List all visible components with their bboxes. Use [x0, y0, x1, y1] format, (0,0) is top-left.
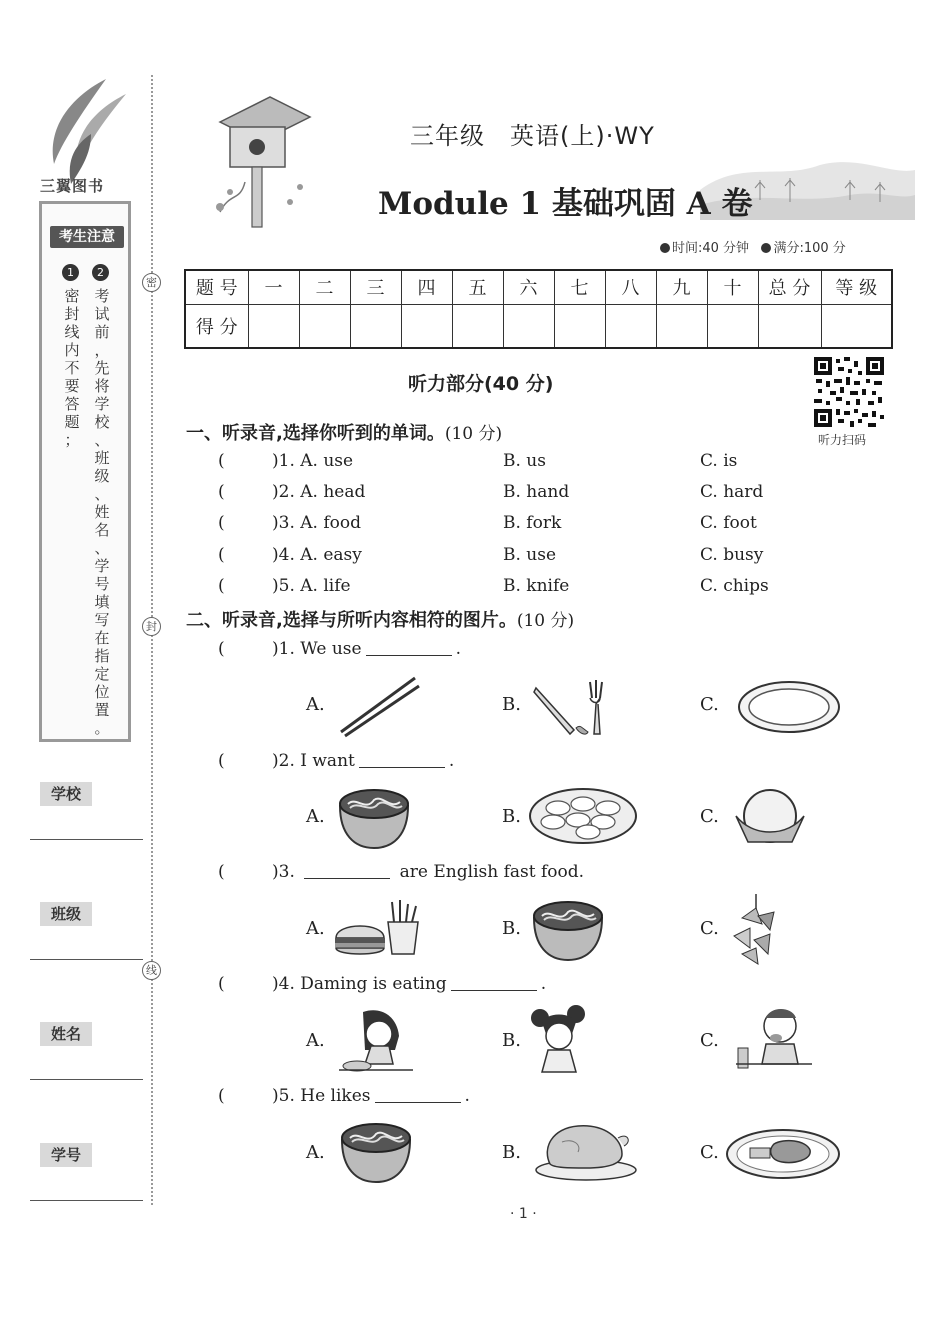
score-cell[interactable]	[707, 304, 758, 348]
answer-blank[interactable]	[366, 640, 452, 656]
noodles-bowl-icon[interactable]	[530, 896, 606, 962]
option-label: B.	[502, 1030, 521, 1051]
score-cell[interactable]	[821, 304, 892, 348]
notice-item-2: 2 考 试 前 ， 先 将 学 校 、 班 级 、 姓 名 、 学 号 填 写 在 指 定 位 置 。	[92, 264, 112, 737]
name-input-line[interactable]	[30, 1079, 143, 1080]
table-header-cell: 总 分	[758, 270, 821, 304]
class-input-line[interactable]	[30, 959, 143, 960]
chopsticks-icon[interactable]	[335, 672, 425, 738]
option-b[interactable]: B. use	[503, 545, 557, 565]
table-header-cell: 十	[707, 270, 758, 304]
answer-paren[interactable]: (	[218, 482, 225, 502]
option-label: A.	[306, 806, 325, 827]
option-label: B.	[502, 806, 521, 827]
score-cell[interactable]	[605, 304, 656, 348]
notice-title: 考生注意	[50, 226, 124, 248]
knife-fork-icon[interactable]	[530, 674, 610, 740]
answer-blank[interactable]	[304, 863, 390, 879]
full-score: 满分:100 分	[773, 241, 846, 256]
listening-section-title: 听力部分(40 分)	[408, 373, 554, 395]
answer-blank[interactable]	[375, 1087, 461, 1103]
option-label: C.	[700, 1142, 719, 1163]
answer-paren[interactable]: (	[218, 639, 225, 659]
score-cell[interactable]	[758, 304, 821, 348]
table-header-cell: 四	[401, 270, 452, 304]
hamburger-chips-icon[interactable]	[332, 898, 424, 962]
time-limit: 时间:40 分钟	[672, 241, 750, 256]
brand-name: 三翼图书	[40, 177, 105, 195]
score-row-label: 得 分	[185, 304, 248, 348]
option-c[interactable]: C. foot	[700, 513, 757, 533]
part1-heading: 一、听录音,选择你听到的单词。(10 分)	[186, 423, 503, 444]
table-header-cell: 三	[350, 270, 401, 304]
option-label: B.	[502, 918, 521, 939]
answer-paren[interactable]: (	[218, 862, 225, 882]
table-header-cell: 题 号	[185, 270, 248, 304]
option-b[interactable]: B. us	[503, 451, 546, 471]
clock-icon	[660, 243, 670, 253]
score-cell[interactable]	[503, 304, 554, 348]
steak-plate-icon[interactable]	[724, 1124, 842, 1182]
rice-ball-icon[interactable]	[730, 786, 810, 848]
score-table	[184, 269, 893, 349]
answer-paren[interactable]: (	[218, 513, 225, 533]
option-label: A.	[306, 1142, 325, 1163]
qr-code-icon[interactable]	[812, 355, 886, 429]
table-header-cell: 六	[503, 270, 554, 304]
exam-notice-box	[39, 201, 131, 742]
option-label: A.	[306, 1030, 325, 1051]
part2-heading: 二、听录音,选择与所听内容相符的图片。(10 分)	[186, 610, 575, 631]
option-c[interactable]: C. chips	[700, 576, 769, 596]
notice-number: 1	[62, 264, 79, 281]
girl-eating-noodles-icon[interactable]	[335, 1006, 415, 1074]
score-cell[interactable]	[401, 304, 452, 348]
table-header-cell: 五	[452, 270, 503, 304]
answer-paren[interactable]: (	[218, 545, 225, 565]
girl-icon[interactable]	[528, 1004, 590, 1074]
option-label: C.	[700, 918, 719, 939]
option-b[interactable]: B. hand	[503, 482, 570, 502]
student-id-label: 学号	[40, 1143, 92, 1167]
table-header-cell: 一	[248, 270, 299, 304]
option-label: B.	[502, 694, 521, 715]
noodles-bowl-icon[interactable]	[336, 784, 412, 850]
score-cell[interactable]	[452, 304, 503, 348]
class-label: 班级	[40, 902, 92, 926]
option-b[interactable]: B. knife	[503, 576, 570, 596]
check-icon	[761, 243, 771, 253]
answer-paren[interactable]: (	[218, 576, 225, 596]
option-label: A.	[306, 918, 325, 939]
option-label: C.	[700, 694, 719, 715]
notice-number: 2	[92, 264, 109, 281]
page-number: · 1 ·	[510, 1206, 537, 1222]
table-header-cell: 二	[299, 270, 350, 304]
name-label: 姓名	[40, 1022, 92, 1046]
dumplings-icon[interactable]	[528, 786, 638, 846]
seal-mark: 线	[142, 961, 161, 980]
table-row	[185, 304, 892, 348]
option-label: A.	[306, 694, 325, 715]
option-c[interactable]: C. hard	[700, 482, 764, 502]
answer-paren[interactable]: (	[218, 451, 225, 471]
answer-blank[interactable]	[451, 975, 537, 991]
answer-paren[interactable]: (	[218, 974, 225, 994]
option-label: C.	[700, 1030, 719, 1051]
roast-chicken-icon[interactable]	[532, 1118, 640, 1184]
score-cell[interactable]	[656, 304, 707, 348]
notice-item-1: 1 密 封 线 内 不 要 答 题 ；	[62, 264, 82, 449]
option-c[interactable]: C. is	[700, 451, 738, 471]
table-row	[185, 270, 892, 304]
student-id-input-line[interactable]	[30, 1200, 143, 1201]
zongzi-icon[interactable]	[728, 892, 786, 966]
noodles-bowl-icon[interactable]	[338, 1118, 414, 1184]
exam-meta	[660, 237, 846, 256]
table-header-cell: 八	[605, 270, 656, 304]
part2-points: (10 分)	[516, 611, 575, 631]
table-header-cell: 等 级	[821, 270, 892, 304]
option-c[interactable]: C. busy	[700, 545, 764, 565]
answer-blank[interactable]	[359, 752, 445, 768]
qr-caption: 听力扫码	[818, 433, 867, 447]
seal-cut-line	[151, 75, 153, 1205]
answer-paren[interactable]: (	[218, 751, 225, 771]
answer-paren[interactable]: (	[218, 1086, 225, 1106]
score-cell[interactable]	[299, 304, 350, 348]
table-header-cell: 七	[554, 270, 605, 304]
score-cell[interactable]	[350, 304, 401, 348]
exam-subtitle: 三年级 英语(上)·WY	[410, 122, 655, 150]
birdhouse-illustration-icon	[200, 92, 320, 232]
part1-points: (10 分)	[444, 424, 503, 444]
seal-mark: 密	[142, 273, 161, 292]
plate-icon[interactable]	[735, 678, 843, 736]
table-header-cell: 九	[656, 270, 707, 304]
exam-title: Module 1 基础巩固 A 卷	[378, 186, 753, 222]
boy-drinking-icon[interactable]	[734, 1004, 814, 1074]
score-cell[interactable]	[554, 304, 605, 348]
option-label: B.	[502, 1142, 521, 1163]
seal-mark: 封	[142, 617, 161, 636]
school-label: 学校	[40, 782, 92, 806]
option-b[interactable]: B. fork	[503, 513, 562, 533]
option-label: C.	[700, 806, 719, 827]
school-input-line[interactable]	[30, 839, 143, 840]
score-cell[interactable]	[248, 304, 299, 348]
